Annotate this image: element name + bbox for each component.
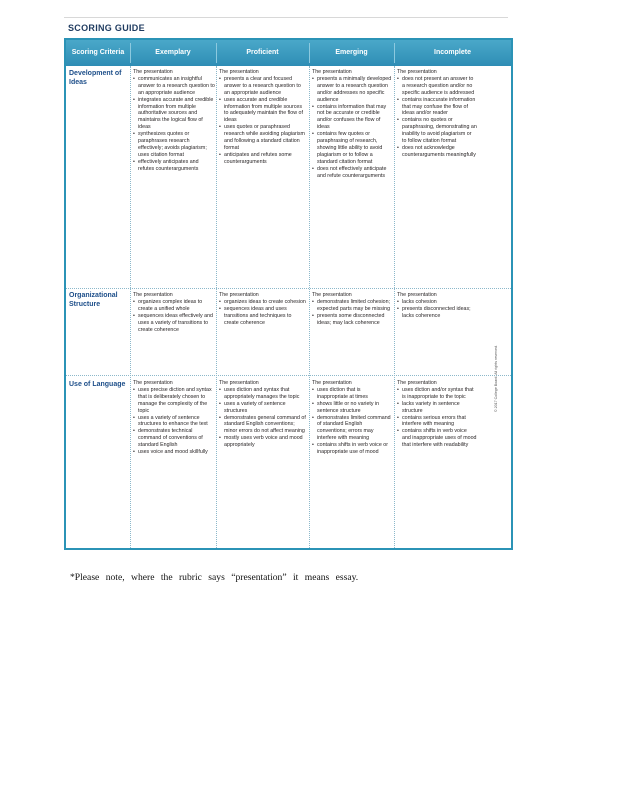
cell-lead: The presentation	[397, 292, 437, 298]
descriptor: • presents a clear and focused answer to a research question to an appropriate audience	[219, 76, 307, 97]
cell-lead: The presentation	[312, 292, 352, 298]
column-divider	[394, 66, 395, 548]
cell-lead: The presentation	[219, 69, 259, 75]
descriptor: • organizes complex ideas to create a unified whole	[133, 299, 215, 313]
descriptor: • demonstrates limited cohesion; expected parts may be missing	[312, 299, 392, 313]
cell-lead: The presentation	[133, 380, 173, 386]
criterion-development-of-ideas: Development of Ideas	[69, 70, 122, 86]
cell-language-emerging	[312, 380, 392, 456]
descriptor: • uses diction and/or syntax that is inappropriate to the topic	[397, 387, 477, 401]
row-divider	[66, 288, 511, 289]
descriptor: • demonstrates technical command of conventions of standard English	[133, 428, 215, 449]
descriptor: • shows little or no variety in sentence structure	[312, 401, 392, 415]
descriptor: • uses precise diction and syntax that is deliberately chosen to manage the complexity of the topic	[133, 387, 215, 415]
header-proficient: Proficient	[246, 49, 279, 56]
descriptor: • uses voice and mood skillfully	[133, 449, 215, 456]
descriptor: • uses a variety of sentence structures	[219, 401, 307, 415]
descriptor: • contains serious errors that interfere with meaning	[397, 415, 477, 429]
footnote: *Please note, where the rubric says “presentation” it means essay.	[70, 572, 359, 583]
cell-development-incomplete	[397, 69, 477, 159]
cell-lead: The presentation	[219, 380, 259, 386]
descriptor: • presents a minimally developed answer to a research question and/or addresses no specific audience	[312, 76, 392, 104]
cell-development-proficient	[219, 69, 307, 166]
descriptor: • does not present an answer to a research question and/or no specific audience is addressed	[397, 76, 477, 97]
cell-lead: The presentation	[312, 69, 352, 75]
cell-organization-proficient	[219, 292, 307, 327]
cell-language-exemplary	[133, 380, 215, 456]
descriptor: • contains information that may not be accurate or credible and/or confuses the flow of ideas	[312, 104, 392, 132]
descriptor: • uses diction and syntax that appropriately manages the topic	[219, 387, 307, 401]
copyright-notice: © 2017 College Board. All rights reserved.	[494, 345, 498, 412]
cell-organization-incomplete	[397, 292, 477, 320]
cell-lead: The presentation	[397, 69, 437, 75]
descriptor: • presents disconnected ideas; lacks coherence	[397, 306, 477, 320]
descriptor: • contains shifts in verb voice or inappropriate use of mood	[312, 442, 392, 456]
descriptor: • effectively anticipates and refutes counterarguments	[133, 159, 215, 173]
descriptor: • lacks variety in sentence structure	[397, 401, 477, 415]
cell-lead: The presentation	[397, 380, 437, 386]
criterion-organizational-structure: Organizational Structure	[69, 292, 118, 308]
header-incomplete: Incomplete	[434, 49, 471, 56]
descriptor: • uses quotes or paraphrased research while avoiding plagiarism and following a standard citation format	[219, 124, 307, 152]
cell-development-exemplary	[133, 69, 215, 173]
header-emerging: Emerging	[335, 49, 368, 56]
cell-lead: The presentation	[133, 292, 173, 298]
descriptor: • uses diction that is inappropriate at times	[312, 387, 392, 401]
cell-lead: The presentation	[312, 380, 352, 386]
criterion-use-of-language: Use of Language	[69, 381, 126, 388]
descriptor: • demonstrates general command of standard English conventions; minor errors do not affect meaning	[219, 415, 307, 436]
descriptor: • presents some disconnected ideas; may lack coherence	[312, 313, 392, 327]
cell-organization-exemplary	[133, 292, 215, 333]
cell-lead: The presentation	[219, 292, 259, 298]
descriptor: • contains few quotes or paraphrasing of research, showing little ability to avoid plagiarism or to follow a standard citation format	[312, 131, 392, 166]
top-rule	[64, 17, 508, 18]
column-divider	[130, 66, 131, 548]
descriptor: • uses accurate and credible information from multiple sources to adequately maintain the flow of ideas	[219, 97, 307, 125]
scoring-guide-title: SCORING GUIDE	[68, 23, 145, 33]
descriptor: • communicates an insightful answer to a research question to an appropriate audience	[133, 76, 215, 97]
cell-language-incomplete	[397, 380, 477, 449]
row-divider	[66, 375, 511, 376]
header-scoring-criteria: Scoring Criteria	[71, 49, 125, 56]
column-divider	[309, 66, 310, 548]
descriptor: • organizes ideas to create cohesion	[219, 299, 307, 306]
descriptor: • sequences ideas and uses transitions and techniques to create coherence	[219, 306, 307, 327]
descriptor: • uses a variety of sentence structures to enhance the text	[133, 415, 215, 429]
cell-development-emerging	[312, 69, 392, 180]
descriptor: • does not acknowledge counterarguments meaningfully	[397, 145, 477, 159]
descriptor: • does not effectively anticipate and refute counterarguments	[312, 166, 392, 180]
descriptor: • sequences ideas effectively and uses a variety of transitions to create coherence	[133, 313, 215, 334]
descriptor: • anticipates and refutes some counterarguments	[219, 152, 307, 166]
descriptor: • demonstrates limited command of standard English conventions; errors may interfere with meaning	[312, 415, 392, 443]
descriptor: • lacks cohesion	[397, 299, 477, 306]
cell-lead: The presentation	[133, 69, 173, 75]
descriptor: • contains inaccurate information that may confuse the flow of ideas and/or reader	[397, 97, 477, 118]
descriptor: • contains shifts in verb voice and inappropriate uses of mood that interfere with readability	[397, 428, 477, 449]
descriptor: • contains no quotes or paraphrasing, demonstrating an inability to avoid plagiarism or to follow citation format	[397, 117, 477, 145]
descriptor: • mostly uses verb voice and mood appropriately	[219, 435, 307, 449]
descriptor: • synthesizes quotes or paraphrases research effectively; avoids plagiarism; uses citation format	[133, 131, 215, 159]
scoring-rubric-table	[64, 38, 513, 550]
cell-organization-emerging	[312, 292, 392, 327]
column-divider	[216, 66, 217, 548]
header-exemplary: Exemplary	[155, 49, 191, 56]
rubric-header-row	[66, 40, 511, 66]
cell-language-proficient	[219, 380, 307, 449]
descriptor: • integrates accurate and credible information from multiple authoritative sources and maintains the logical flow of ideas	[133, 97, 215, 132]
